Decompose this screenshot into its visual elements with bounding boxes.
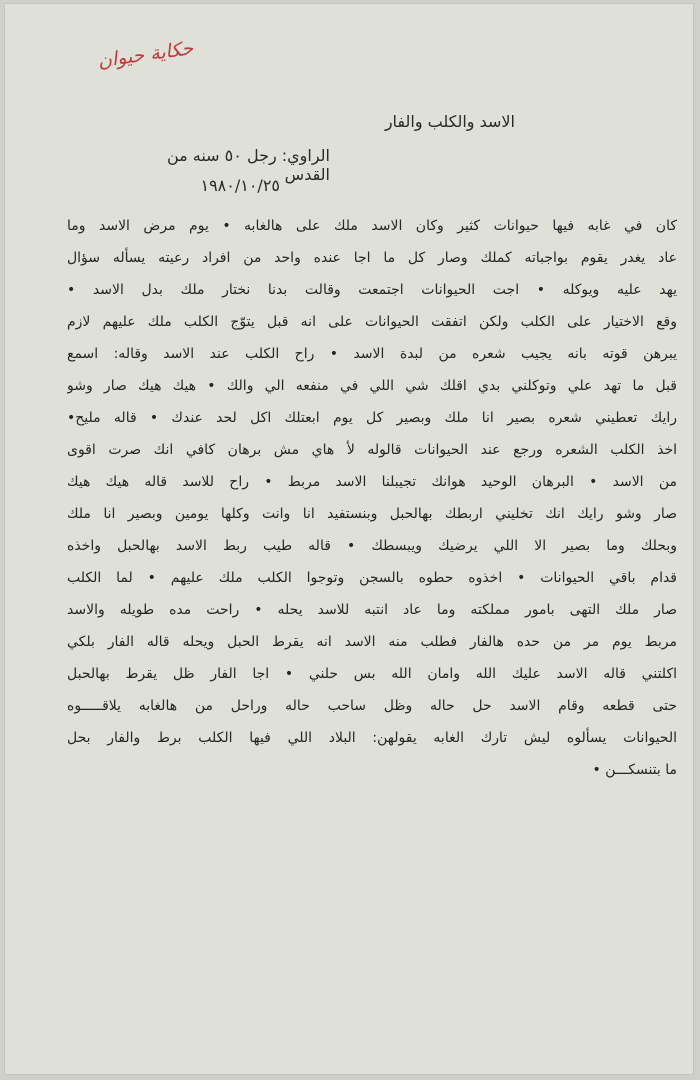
document-page [4,3,694,1075]
text-line: مربط يوم مر من حده هالفار فطلب منه الاسد انه يقرط الحبل ويحله قاله الفار بلكي [67,634,677,650]
text-line: يبرهن قوته بانه يجيب شعره من لبدة الاسد • راح الكلب عند الاسد وقاله: اسمع [67,346,677,362]
text-line: وقع الاختيار على الكلب ولكن اتفقت الحيوانات على انه قبل يتوّج الكلب ملك عليهم لازم [67,314,677,330]
text-line: حتى قطعه وقام الاسد حل حاله وظل ساحب حاله وراحل من هالغابه يلاقـــــوه [67,698,677,714]
story-body [67,210,677,786]
text-line: ما بتنسكـــن • [592,762,677,778]
text-line: عاد يغدر يقوم بواجباته كملك وصار كل ما اجا عنده واحد من افراد رعيته يسأله سؤال [67,250,677,266]
text-line: من الاسد • البرهان الوحيد هوانك تجيبلنا الاسد مربط • راح للاسد قاله هيك هيك [67,474,677,490]
text-line: قدام باقي الحيوانات • اخذوه حطوه بالسجن وتوجوا الكلب ملك عليهم • لما الكلب [67,570,677,586]
story-title: الاسد والكلب والفار [384,112,515,131]
text-line: كان في غابه فيها حيوانات كثير وكان الاسد ملك على هالغابه • يوم مرض الاسد وما [67,218,677,234]
text-line: اكلتني قاله الاسد عليك الله وامان الله بس حلني • اجا الفار ظل يقرط بهالحبل [67,666,677,682]
text-line: صار ملك التهى بامور مملكته وما عاد انتبه للاسد يحله • راحت مده طويله والاسد [67,602,677,618]
text-line: الحيوانات يسألوه ليش تارك الغابه يقولهن: البلاد اللي فيها الكلب برط والفار بحل [67,730,677,746]
text-line: قبل ما تهد علي وتوكلني بدي اقلك شي اللي في منفعه الي والك • هيك هيك صار وشو [67,378,677,394]
handwritten-note: حكاية حيوان [96,37,195,73]
text-line: رايك تعطيني شعره بصير انا ملك وبصير كل يوم ابعتلك اكل لحد عندك • قاله مليح• [67,410,677,426]
date-line: ١٩٨٠/١٠/٢٥ [200,176,280,195]
narrator-line: الراوي: رجل ٥٠ سنه من القدس [166,146,330,184]
text-line: اخذ الكلب الشعره ورجع عند الحيوانات قالوله لأ هاي مش برهان كافي انك صرت اقوى [67,442,677,458]
text-line: يهد عليه ويوكله • اجت الحيوانات اجتمعت وقالت بدنا نختار ملك بدل الاسد • [67,282,677,298]
text-line: وبحلك وما بصير الا اللي يرضيك ويبسطك • قاله طيب ربط الاسد بهالحبل واخذه [67,538,677,554]
text-line: صار وشو رايك انك تخليني اربطك بهالحبل وبنستفيد انا وانت وكلها يومين وبصير انا ملك [67,506,677,522]
